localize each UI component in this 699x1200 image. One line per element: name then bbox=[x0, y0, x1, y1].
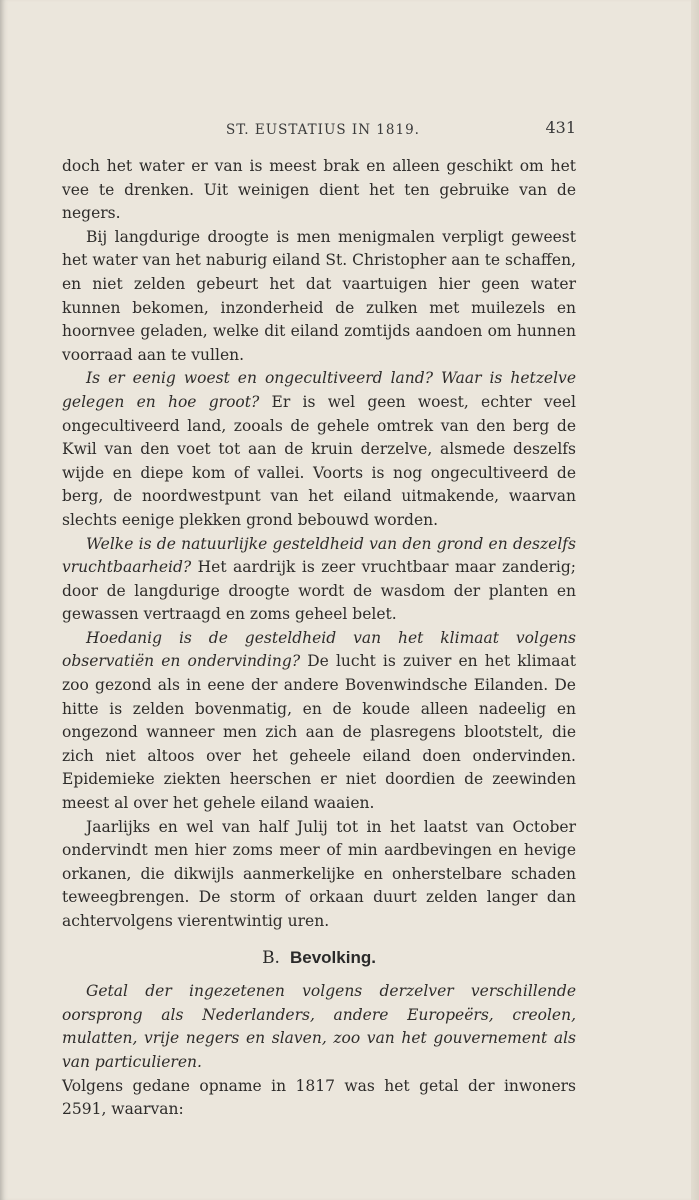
answer-text: Er is wel geen woest, echter veel ongecultiveerd land, zooals de gehele omtrek van den berg de Kwil van den voet tot aan de kruin derzelve, alsmede deszelfs wijde en diepe kom of vallei. Voorts is nog ongecultiveerd de berg, de noordwestpunt van het eiland uitmakende, waarvan slechts eenige plekken grond bebouwd worden. bbox=[62, 392, 576, 529]
paragraph: Bij langdurige droogte is men menigmalen verpligt geweest het water van het naburig eiland St. Christopher aan te schaffen, en niet zelden gebeurt het dat vaartuigen hier geen water kunnen bekomen, inzonderheid de zulken met muilezels en hoornvee geladen, welke dit eiland zomtijds aandoen om hunnen voorraad aan te vullen. bbox=[62, 227, 576, 364]
paragraph: doch het water er van is meest brak en alleen geschikt om het vee te drenken. Uit weinigen dient het ten gebruike van de negers. bbox=[62, 157, 576, 223]
section-heading bbox=[62, 946, 576, 971]
paragraph bbox=[62, 367, 576, 532]
question-text: Getal der ingezetenen volgens derzelver verschillende oorsprong als Nederlanders, andere Europeërs, creolen, mulatten, vrije negers en slaven, zoo van het gouvernement als van particulieren. bbox=[62, 982, 576, 1071]
running-header bbox=[226, 118, 576, 142]
paragraph bbox=[62, 627, 576, 816]
paragraph bbox=[62, 533, 576, 627]
paragraph bbox=[62, 980, 576, 1074]
answer-text: De lucht is zuiver en het klimaat zoo gezond als in eene der andere Bovenwindsche Eilanden. De hitte is zelden bovenmatig, en de koude alleen nadeelig en ongezond wanneer men zich aan de plasregens blootstelt, die zich niet altoos over het geheele eiland doen ondervinden. Epidemieke ziekten heerschen er niet doordien de zeewinden meest al over het gehele eiland waaien. bbox=[62, 652, 576, 813]
running-title: ST. EUSTATIUS IN 1819. bbox=[226, 122, 420, 138]
question-text: Welke is de natuurlijke gesteldheid van den grond en deszelfs vruchtbaarheid? bbox=[62, 534, 576, 577]
question-text: Is er eenig woest en ongecultiveerd land? Waar is hetzelve gelegen en hoe groot? bbox=[62, 369, 576, 411]
paragraph: Jaarlijks en wel van half Julij tot in het laatst van October ondervindt men hier zoms meer of min aardbevingen en hevige orkanen, die dikwijls aanmerkelijke en onherstelbare schaden teweegbrengen. De storm of orkaan duurt zelden langer dan achtervolgens vierentwintig uren. bbox=[62, 817, 576, 930]
section-title: Bevolking. bbox=[289, 947, 376, 967]
body-text bbox=[62, 155, 576, 1122]
paragraph: Volgens gedane opname in 1817 was het getal der inwoners 2591, waarvan: bbox=[62, 1076, 576, 1119]
page-number: 431 bbox=[545, 118, 576, 137]
question-text: Hoedanig is de gesteldheid van het klimaat volgens observatiën en ondervinding? bbox=[62, 628, 576, 671]
answer-text: Het aardrijk is zeer vruchtbaar maar zanderig; door de langdurige droogte wordt de wasdom der planten en gewassen vertraagd en zoms geheel belet. bbox=[62, 558, 576, 624]
section-letter: B. bbox=[262, 947, 280, 968]
page-edge bbox=[691, 0, 699, 1200]
